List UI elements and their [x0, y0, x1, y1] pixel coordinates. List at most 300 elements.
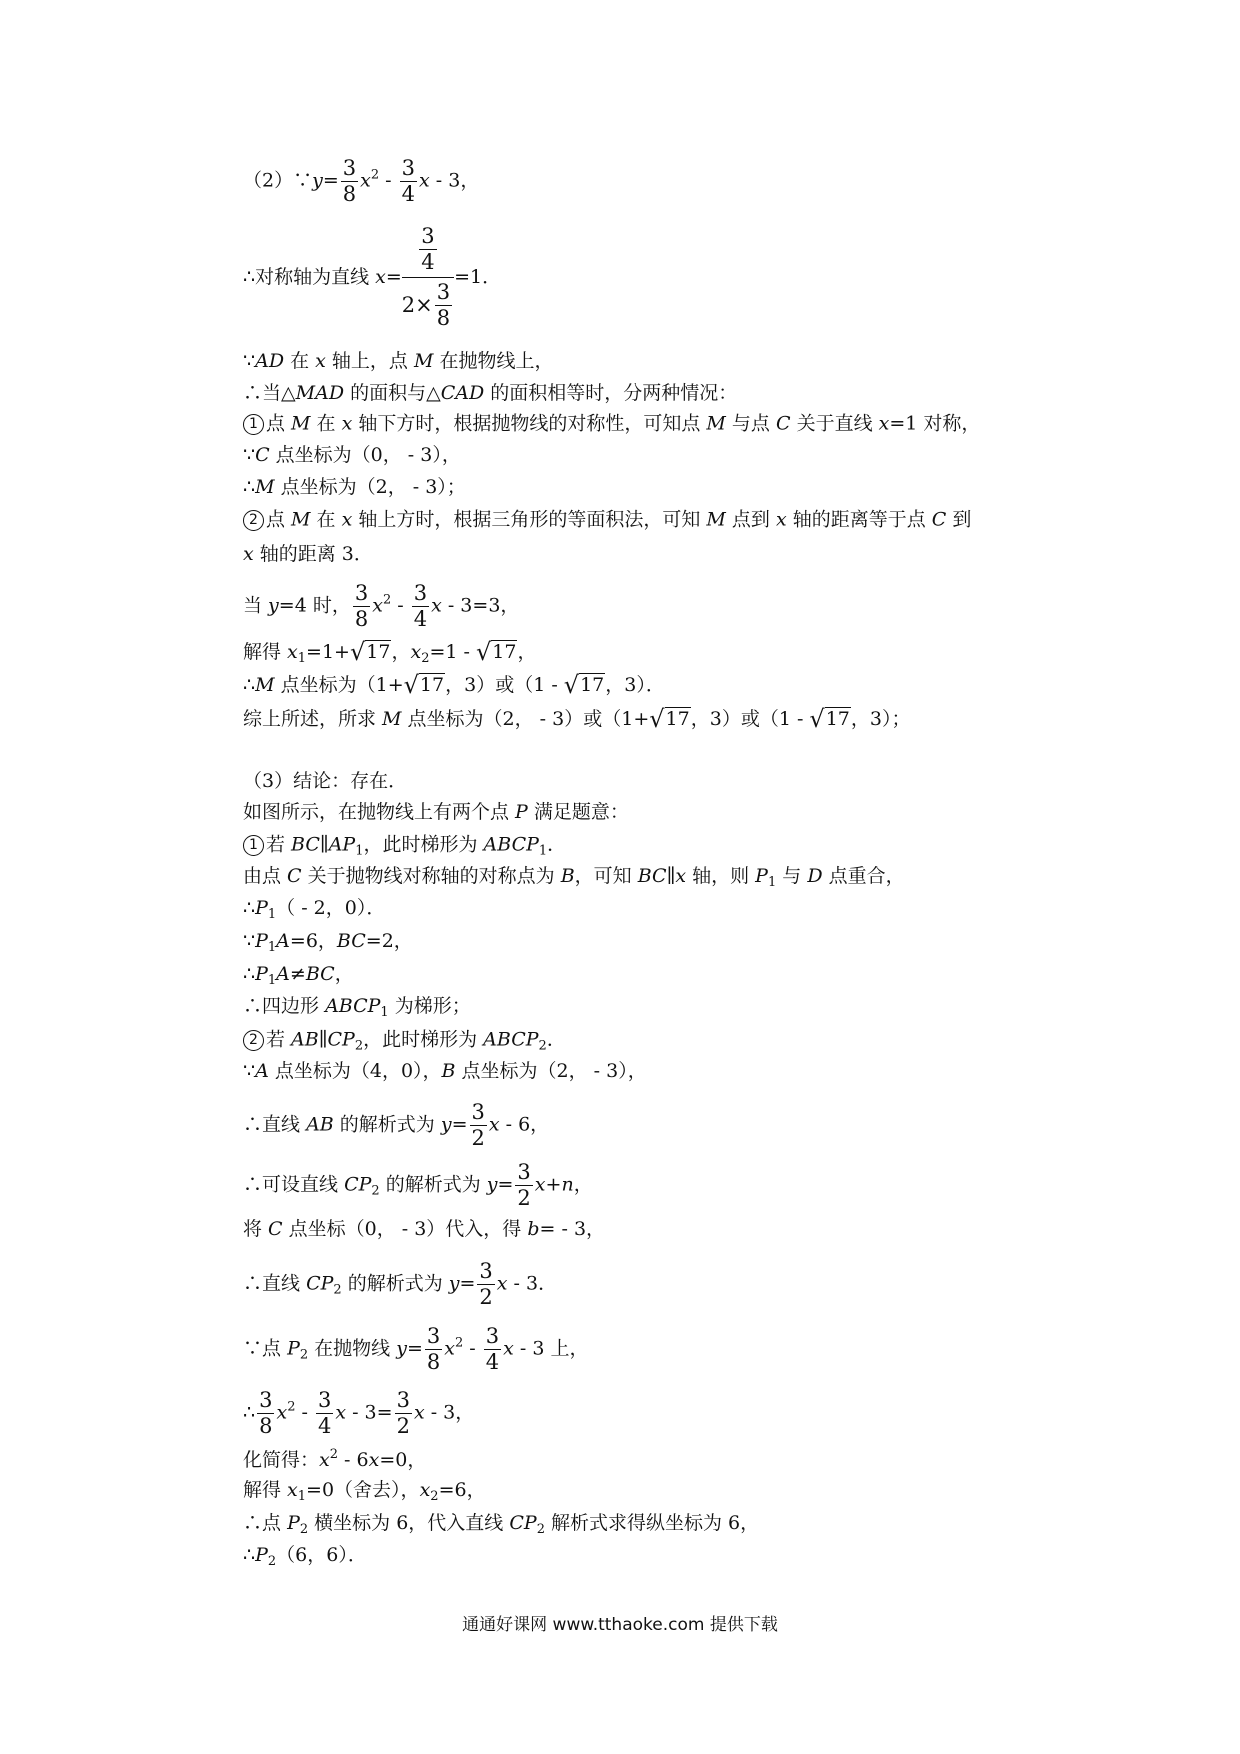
var: x=	[375, 266, 402, 288]
text: 关于直线	[790, 412, 879, 435]
text: 点	[266, 412, 292, 435]
var: A	[255, 1060, 269, 1082]
text-line	[243, 384, 737, 403]
text: =1+	[306, 641, 350, 663]
text: 的面积与△	[344, 382, 441, 404]
text: 将	[243, 1218, 269, 1240]
var: BC	[336, 930, 366, 952]
text-line	[243, 965, 354, 987]
text: - 6，	[499, 1113, 550, 1136]
text: 点坐标（0， - 3）代入，得	[282, 1218, 528, 1240]
text: ∥	[666, 865, 676, 887]
text: 在	[310, 508, 342, 531]
text: 当△	[262, 382, 296, 404]
eq-m-result	[243, 673, 665, 697]
eq-summary	[243, 707, 911, 731]
var: P	[255, 930, 268, 952]
text: ，	[334, 963, 354, 985]
text: - 3．	[507, 1272, 558, 1295]
var: M	[255, 476, 275, 498]
var: x	[287, 641, 298, 663]
var: y=	[448, 1272, 476, 1295]
text: ，	[391, 641, 411, 663]
text: ，3）或（1 -	[690, 708, 810, 730]
text: 点坐标为（4，0），	[268, 1060, 442, 1082]
var: P	[287, 1337, 300, 1360]
text: =0，	[379, 1449, 427, 1471]
var: x	[878, 412, 890, 435]
var: x	[419, 169, 430, 192]
fraction	[257, 1390, 274, 1437]
text: 关于抛物线对称轴的对称点为	[301, 865, 561, 887]
text: 轴下方时，根据抛物线的对称性，可知点	[352, 412, 707, 435]
var: C	[775, 412, 791, 435]
text: 当	[243, 594, 269, 617]
text: =1 对称，	[889, 412, 981, 435]
var: M	[291, 412, 311, 435]
text: 点坐标为（1+	[274, 674, 404, 696]
text: ∥	[319, 833, 329, 856]
radicand: 17	[580, 674, 605, 696]
text: +	[545, 1173, 562, 1196]
var: P	[515, 801, 528, 823]
var: x	[444, 1337, 455, 1360]
text: 如图所示，在抛物线上有两个点	[243, 801, 516, 823]
text: 点重合，	[822, 865, 905, 887]
circled-number: 1	[243, 414, 264, 435]
text: ≠	[289, 963, 306, 985]
var: CP	[509, 1512, 537, 1534]
subscript: 2	[430, 1489, 439, 1504]
var: y=	[396, 1337, 423, 1360]
since-symbol: ∵	[243, 350, 256, 372]
subscript: 2	[536, 1522, 545, 1537]
text: ，	[573, 1173, 593, 1196]
subscript: 2	[354, 1038, 364, 1054]
text: 直线	[262, 1113, 307, 1136]
subscript: 1	[297, 651, 307, 666]
numerator: 3	[342, 156, 357, 180]
text-line	[243, 1062, 647, 1081]
var: y=	[312, 169, 339, 192]
var: D	[807, 865, 823, 887]
text: （6，6）．	[276, 1544, 367, 1566]
text: - 3，	[429, 169, 480, 192]
axis-denominator	[402, 278, 454, 329]
fraction	[470, 1102, 487, 1149]
fraction	[425, 1326, 442, 1373]
text: =2，	[365, 930, 413, 952]
subscript: 1	[267, 907, 277, 922]
denominator: 2	[471, 1126, 485, 1150]
text: 为梯形；	[388, 995, 471, 1017]
numerator: 3	[436, 280, 451, 304]
denominator: 4	[401, 182, 416, 206]
var: M	[706, 508, 726, 531]
var: A	[276, 963, 290, 985]
therefore-symbol: ∴	[243, 1512, 263, 1534]
therefore-symbol: ∴	[243, 897, 256, 919]
subscript: 1	[380, 1005, 389, 1020]
text: 若	[266, 833, 292, 856]
subscript: 2	[299, 1522, 309, 1537]
var: P	[287, 1512, 300, 1534]
therefore-symbol: ∴	[243, 1544, 256, 1566]
text-line	[243, 446, 461, 465]
therefore-symbol: ∴	[243, 1113, 263, 1136]
text-line	[243, 803, 629, 822]
text: 的解析式为	[341, 1272, 449, 1295]
var: AP	[328, 833, 356, 856]
exponent: 2	[382, 592, 392, 608]
text: - 3 上，	[513, 1337, 589, 1360]
numerator: 3	[421, 224, 435, 248]
exponent: 2	[370, 167, 380, 183]
text: 与点	[725, 412, 776, 435]
circled-number: 1	[243, 835, 264, 856]
subscript: 1	[267, 973, 277, 988]
var: x	[341, 412, 353, 435]
var: x	[413, 1401, 425, 1424]
text-line	[243, 899, 385, 921]
numerator: 3	[426, 1324, 441, 1348]
var: x	[243, 543, 254, 565]
eq-line-ab	[243, 1102, 549, 1149]
since-symbol: ∵	[293, 169, 313, 192]
var: M	[706, 412, 726, 435]
text: ，3）或（1 -	[445, 674, 564, 696]
text: =4 时，	[278, 594, 351, 617]
denominator: 4	[421, 250, 435, 274]
denominator: 8	[342, 182, 357, 206]
text-line	[243, 478, 466, 497]
sqrt: √17	[563, 671, 605, 699]
sqrt: √17	[809, 705, 850, 733]
eq-line-cp2-general	[243, 1162, 593, 1209]
var: BC	[637, 865, 667, 887]
subscript: 1	[767, 875, 777, 890]
var: BC	[291, 833, 320, 856]
therefore-symbol: ∴	[243, 266, 256, 288]
sqrt: √17	[349, 638, 391, 666]
var: n	[561, 1173, 574, 1196]
therefore-symbol: ∴	[243, 995, 263, 1017]
text: 轴的距离 3．	[253, 543, 373, 565]
radicand: 17	[665, 708, 690, 730]
therefore-symbol: ∴	[243, 963, 256, 985]
fraction	[419, 226, 436, 273]
var: CP	[327, 1028, 355, 1051]
text: =6，	[289, 930, 337, 952]
numerator: 3	[413, 581, 428, 605]
text: 点	[262, 1512, 288, 1534]
text: 点坐标为（0， - 3），	[269, 444, 461, 466]
text: 在	[310, 412, 342, 435]
text: 直线	[262, 1272, 307, 1295]
text: 点	[266, 508, 292, 531]
denominator: 4	[485, 1350, 500, 1374]
text: 解得	[243, 641, 288, 663]
circled-number: 2	[243, 510, 264, 531]
var: x	[534, 1173, 546, 1196]
text-line	[243, 932, 413, 954]
text-line	[243, 1514, 759, 1536]
text: =1 -	[429, 641, 476, 663]
text: - 3，	[424, 1401, 475, 1424]
var: P	[755, 865, 768, 887]
fraction	[477, 1261, 494, 1308]
numerator: 3	[517, 1160, 531, 1184]
text-line	[243, 352, 553, 371]
var: P	[255, 897, 268, 919]
text: ，3）．	[605, 674, 665, 696]
radicand: 17	[419, 674, 445, 696]
text: 对称轴为直线	[255, 266, 376, 288]
var: C	[255, 444, 270, 466]
radicand: 17	[366, 641, 391, 663]
var: MAD	[295, 382, 345, 404]
text: 轴，则	[686, 865, 756, 887]
denominator: 2	[396, 1414, 410, 1438]
sqrt: √17	[649, 705, 690, 733]
eq-parabola	[243, 158, 479, 205]
denominator: 8	[354, 607, 369, 631]
sqrt: √17	[476, 638, 517, 666]
axis-numerator	[402, 226, 454, 278]
var: x	[496, 1272, 508, 1295]
exponent: 2	[287, 1399, 296, 1415]
numerator: 3	[401, 156, 416, 180]
denominator: 2	[517, 1186, 531, 1210]
numerator: 3	[317, 1388, 332, 1412]
therefore-symbol: ∴	[243, 476, 256, 498]
fraction	[316, 1390, 333, 1437]
text: 的解析式为	[379, 1173, 487, 1196]
text: 的解析式为	[333, 1113, 441, 1136]
var: P	[255, 963, 268, 985]
numerator: 3	[354, 581, 369, 605]
text: =1．	[454, 266, 502, 288]
page-footer: 通通好课网 www.tthaoke.com 提供下载	[462, 1615, 778, 1635]
var: x	[315, 350, 326, 372]
eq-when	[243, 583, 519, 630]
var: CAD	[440, 382, 485, 404]
text: 可设直线	[262, 1173, 345, 1196]
var: A	[276, 930, 290, 952]
var: x	[775, 508, 787, 531]
denominator: 8	[436, 306, 451, 330]
subscript: 2	[333, 1282, 342, 1298]
section-2-label: （2）	[243, 169, 294, 192]
sqrt: √17	[403, 671, 445, 699]
text: ．	[547, 833, 567, 856]
var: x	[319, 1449, 330, 1471]
var: AD	[255, 350, 285, 372]
radicand: 17	[825, 708, 850, 730]
text: 与	[776, 865, 808, 887]
text: 点	[262, 1337, 288, 1360]
exponent: 2	[454, 1335, 464, 1351]
denominator: 8	[259, 1414, 273, 1438]
text-line	[243, 545, 373, 564]
text: 四边形	[262, 995, 326, 1017]
operator: -	[391, 594, 410, 617]
axis-fraction	[402, 226, 454, 329]
var: M	[255, 674, 275, 696]
fraction	[435, 282, 452, 329]
var: M	[413, 350, 434, 372]
var: x	[372, 594, 383, 617]
var: x	[431, 594, 442, 617]
var: x	[341, 508, 353, 531]
text: - 3=	[346, 1401, 393, 1424]
radicand: 17	[492, 641, 517, 663]
fraction	[395, 1390, 412, 1437]
var: M	[382, 708, 402, 730]
eq-solve	[243, 640, 537, 665]
numerator: 3	[479, 1259, 493, 1283]
var: x	[675, 865, 687, 887]
text: 解得	[243, 1479, 288, 1501]
var: AB	[306, 1113, 334, 1136]
var: x	[410, 641, 422, 663]
fraction	[353, 583, 370, 630]
var: x	[488, 1113, 500, 1136]
text: 点坐标为（2， - 3），	[455, 1060, 647, 1082]
operator: -	[379, 169, 398, 192]
var: y	[268, 594, 279, 617]
fraction	[484, 1326, 501, 1373]
numerator: 3	[396, 1388, 410, 1412]
text: 点到	[725, 508, 776, 531]
denominator: 4	[317, 1414, 332, 1438]
text: 轴的距离等于点	[786, 508, 932, 531]
since-symbol: ∵	[243, 444, 256, 466]
text: ∥	[318, 1028, 328, 1051]
var: x	[368, 1449, 380, 1471]
circled-number: 2	[243, 1030, 264, 1051]
text: 若	[266, 1028, 292, 1051]
eq-axis	[243, 226, 501, 329]
case-1	[243, 835, 566, 858]
therefore-symbol: ∴	[243, 1401, 256, 1424]
eq-line-cp2	[243, 1261, 557, 1308]
var: x	[503, 1337, 514, 1360]
var: C	[931, 508, 947, 531]
text: 点坐标为（2， - 3）或（1+	[401, 708, 650, 730]
text: 的面积相等时，分两种情况：	[484, 382, 738, 404]
operator: -	[295, 1401, 314, 1424]
denominator: 8	[426, 1350, 441, 1374]
numerator: 3	[471, 1100, 485, 1124]
text-line	[243, 997, 471, 1019]
text: ，3）；	[850, 708, 911, 730]
var: AB	[291, 1028, 319, 1051]
text: 解析式求得纵坐标为 6，	[544, 1512, 760, 1534]
var: C	[268, 1218, 283, 1240]
case-2	[243, 510, 971, 531]
var: B	[441, 1060, 456, 1082]
text-line	[243, 1546, 367, 1568]
therefore-symbol: ∴	[243, 1272, 263, 1295]
subscript: 1	[297, 1489, 307, 1504]
eq-intersection	[243, 1390, 474, 1437]
var: CP	[344, 1173, 372, 1196]
subscript: 2	[299, 1347, 309, 1363]
var: ABCP	[483, 1028, 539, 1051]
section-3-label	[243, 772, 407, 791]
text-line	[243, 867, 905, 889]
text: ，此时梯形为	[363, 1028, 484, 1051]
var: x	[360, 169, 371, 192]
fraction	[341, 158, 358, 205]
denominator: 2	[479, 1285, 493, 1309]
var: x	[276, 1401, 288, 1424]
text: 横坐标为 6，代入直线	[308, 1512, 510, 1534]
var: C	[287, 865, 302, 887]
therefore-symbol: ∴	[243, 382, 263, 404]
since-symbol: ∵	[243, 930, 256, 952]
subscript: 2	[267, 1554, 277, 1569]
var: y=	[486, 1173, 514, 1196]
var: x	[335, 1401, 347, 1424]
text: 2×	[401, 293, 433, 317]
since-symbol: ∵	[243, 1060, 256, 1082]
case-2	[243, 1030, 566, 1053]
subscript: 2	[421, 651, 430, 666]
var: x	[287, 1479, 298, 1501]
text: 到	[946, 508, 972, 531]
denominator: 4	[413, 607, 428, 631]
subscript: 2	[371, 1183, 380, 1199]
text: 化简得：	[243, 1449, 320, 1471]
var: P	[255, 1544, 268, 1566]
fraction	[515, 1162, 532, 1209]
text: ，此时梯形为	[363, 833, 484, 856]
exponent: 2	[329, 1447, 339, 1462]
text: 满足题意：	[527, 801, 629, 823]
var: CP	[306, 1272, 334, 1295]
var: y=	[440, 1113, 468, 1136]
var: ABCP	[325, 995, 381, 1017]
text-line	[243, 1481, 486, 1503]
text: =6，	[438, 1479, 486, 1501]
text: 在抛物线	[308, 1337, 397, 1360]
text: - 3=3，	[441, 594, 520, 617]
subscript: 1	[355, 843, 364, 859]
text: ，可知	[574, 865, 638, 887]
subscript: 1	[538, 843, 548, 859]
text: = - 3，	[539, 1218, 606, 1240]
fraction	[400, 158, 417, 205]
therefore-symbol: ∴	[243, 1173, 263, 1196]
subscript: 1	[267, 940, 277, 955]
eq-p2-on-parabola	[243, 1326, 589, 1373]
text-line	[243, 1448, 426, 1470]
numerator: 3	[259, 1388, 273, 1412]
subscript: 2	[538, 1038, 547, 1054]
text: （ - 2，0）．	[276, 897, 386, 919]
var: x	[419, 1479, 431, 1501]
text: 在	[284, 350, 316, 372]
case-1	[243, 414, 980, 435]
text: 轴上，点	[325, 350, 414, 372]
therefore-symbol: ∴	[243, 674, 256, 696]
numerator: 3	[485, 1324, 500, 1348]
text: （3）结论：存在．	[243, 770, 408, 792]
text: 在抛物线上，	[433, 350, 554, 372]
text: - 6	[338, 1449, 369, 1471]
